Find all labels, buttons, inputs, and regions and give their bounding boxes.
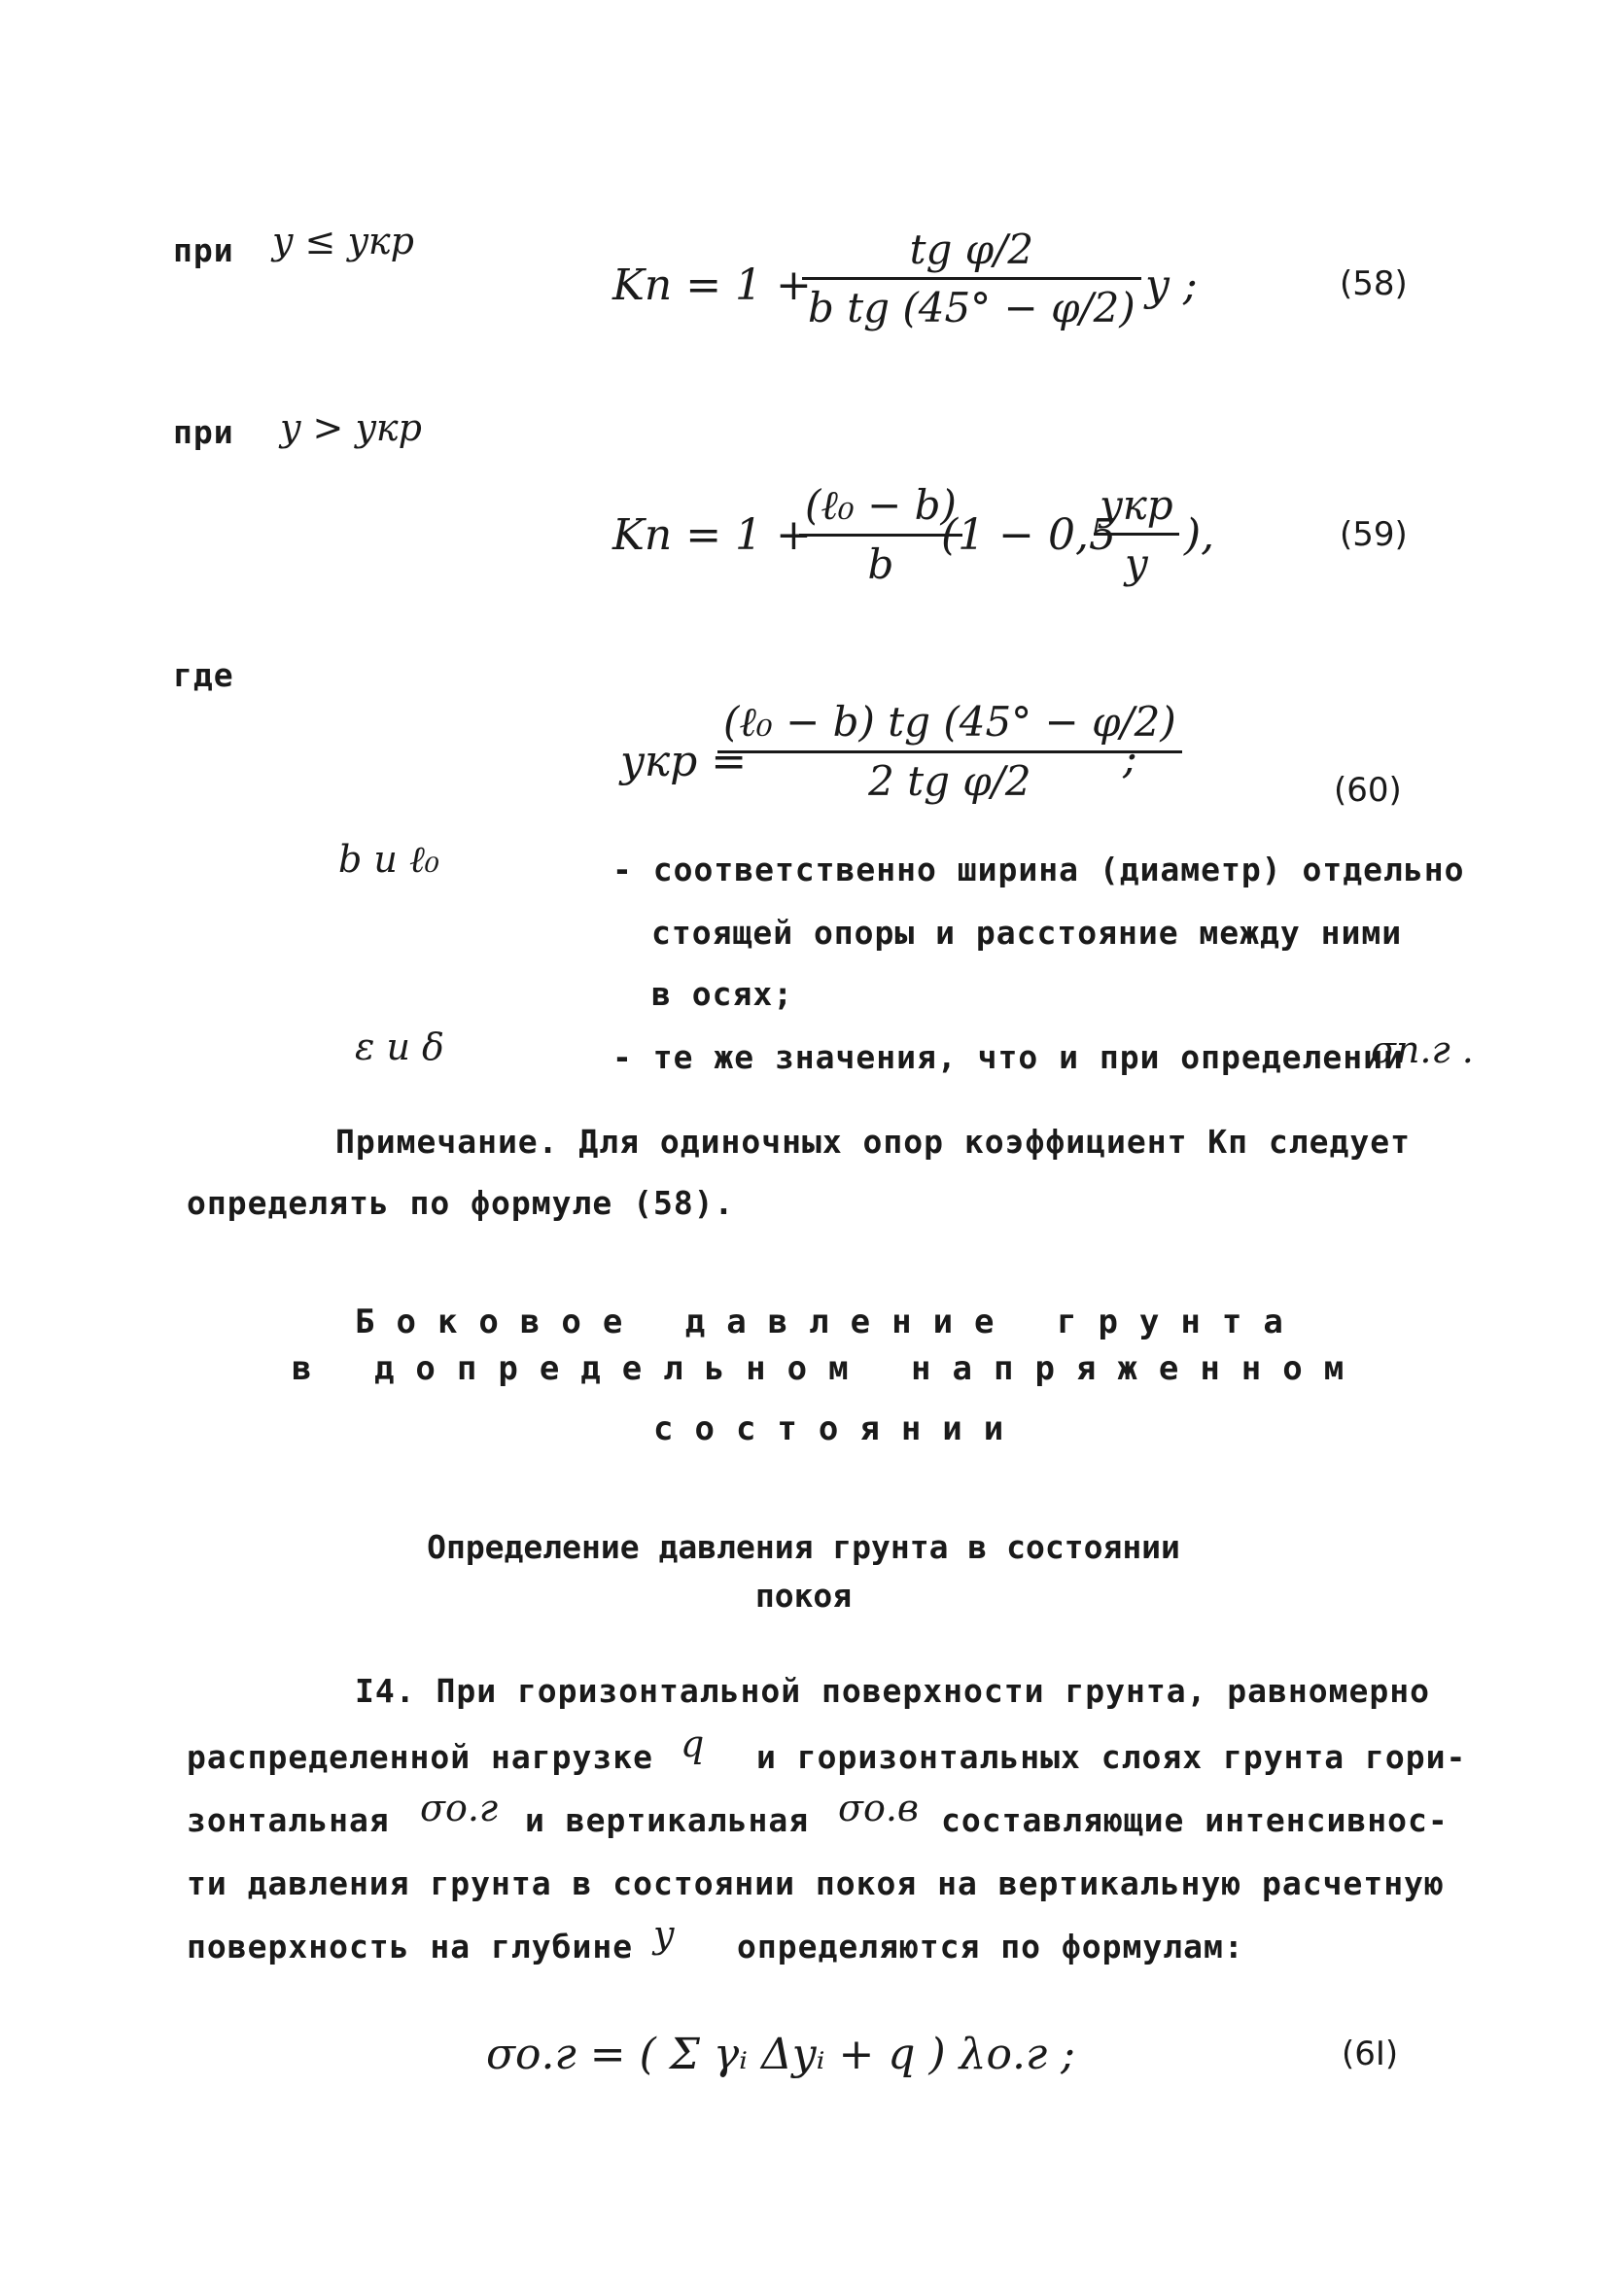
condition-label-2: при xyxy=(173,413,234,451)
eq59-fraction-2 xyxy=(1094,481,1179,587)
section-heading-line-1: Боковое давление грунта xyxy=(355,1303,1305,1341)
note-line-2: определять по формуле (58). xyxy=(187,1184,735,1222)
eq61-number: (6I) xyxy=(1342,2035,1399,2073)
section-heading-line-3: состоянии xyxy=(653,1409,1026,1448)
paragraph-14-line-3b: и вертикальная xyxy=(525,1801,810,1839)
definition-1-line-3: в осях; xyxy=(651,975,794,1013)
eq58-number: (58) xyxy=(1340,264,1408,303)
condition-expression-1: y ≤ yкр xyxy=(272,220,414,262)
eq60-denominator: 2 tg φ/2 xyxy=(868,757,1031,805)
paragraph-14-line-4: ти давления грунта в состоянии покоя на вертикальную расчетную xyxy=(187,1864,1445,1902)
eq59-lhs: Kп = 1 + xyxy=(612,510,812,560)
condition-label-1: при xyxy=(173,231,234,269)
paragraph-14-line-2b: и горизонтальных слоях грунта гори- xyxy=(756,1738,1467,1776)
eq60-fraction xyxy=(717,698,1182,805)
eq58-lhs: Kп = 1 + xyxy=(612,261,812,310)
where-label: где xyxy=(173,656,234,694)
eq58-fraction xyxy=(802,226,1141,331)
note-line-1: Примечание. Для одиночных опор коэффициент Kп следует xyxy=(335,1123,1411,1161)
definition-1-line-2: стоящей опоры и расстояние между ними xyxy=(651,914,1403,952)
eq59-number: (59) xyxy=(1340,515,1408,554)
definition-1-line-1: - соответственно ширина (диаметр) отдельно xyxy=(612,851,1465,888)
symbol-sigma-ov: σо.в xyxy=(838,1787,920,1829)
definition-1-symbols: b и ℓ₀ xyxy=(338,838,440,881)
symbol-y: y xyxy=(653,1913,675,1956)
eq60-lhs: yкр = xyxy=(620,737,748,786)
eq59-fraction-1 xyxy=(799,481,962,588)
paragraph-14-line-2a: распределенной нагрузке xyxy=(187,1738,653,1776)
eq59-numerator-2: yкр xyxy=(1100,481,1173,529)
eq59-denominator-2: y xyxy=(1124,539,1148,587)
symbol-q: q xyxy=(681,1722,705,1765)
paragraph-14-line-1: I4. При горизонтальной поверхности грунта, равномерно xyxy=(355,1672,1430,1710)
paragraph-14-line-5a: поверхность на глубине xyxy=(187,1928,634,1966)
eq59-tail: ), xyxy=(1184,510,1215,560)
section-heading-line-2: в допредельном напряженном xyxy=(292,1349,1366,1388)
eq58-denominator: b tg (45° − φ/2) xyxy=(808,284,1135,331)
paragraph-14-line-3c: составляющие интенсивнос- xyxy=(941,1801,1449,1839)
definition-2-text: - те же значения, что и при определении xyxy=(612,1038,1404,1076)
eq60-number: (60) xyxy=(1334,771,1402,810)
condition-expression-2: y > yкр xyxy=(280,406,422,449)
eq60-numerator: (ℓ₀ − b) tg (45° − φ/2) xyxy=(723,698,1176,746)
eq58-numerator: tg φ/2 xyxy=(909,226,1034,273)
eq59-middle: (1 − 0,5 xyxy=(941,510,1116,560)
eq61-expression: σо.г = ( Σ γᵢ Δyᵢ + q ) λо.г ; xyxy=(486,2030,1076,2079)
paragraph-14-line-5b: определяются по формулам: xyxy=(737,1928,1244,1966)
eq59-numerator-1: (ℓ₀ − b) xyxy=(805,481,957,529)
paragraph-14-line-3a: зонтальная xyxy=(187,1801,390,1839)
symbol-sigma-og: σо.г xyxy=(420,1787,499,1829)
subheading-line-2: покоя xyxy=(754,1577,853,1615)
definition-2-symbol: σп.г . xyxy=(1371,1028,1474,1071)
eq59-denominator-1: b xyxy=(867,540,894,588)
eq60-tail: ; xyxy=(1123,734,1137,783)
definition-2-symbols: ε и δ xyxy=(355,1026,444,1068)
subheading-line-1: Определение давления грунта в состоянии xyxy=(427,1528,1180,1566)
eq58-tail: y ; xyxy=(1145,261,1198,310)
